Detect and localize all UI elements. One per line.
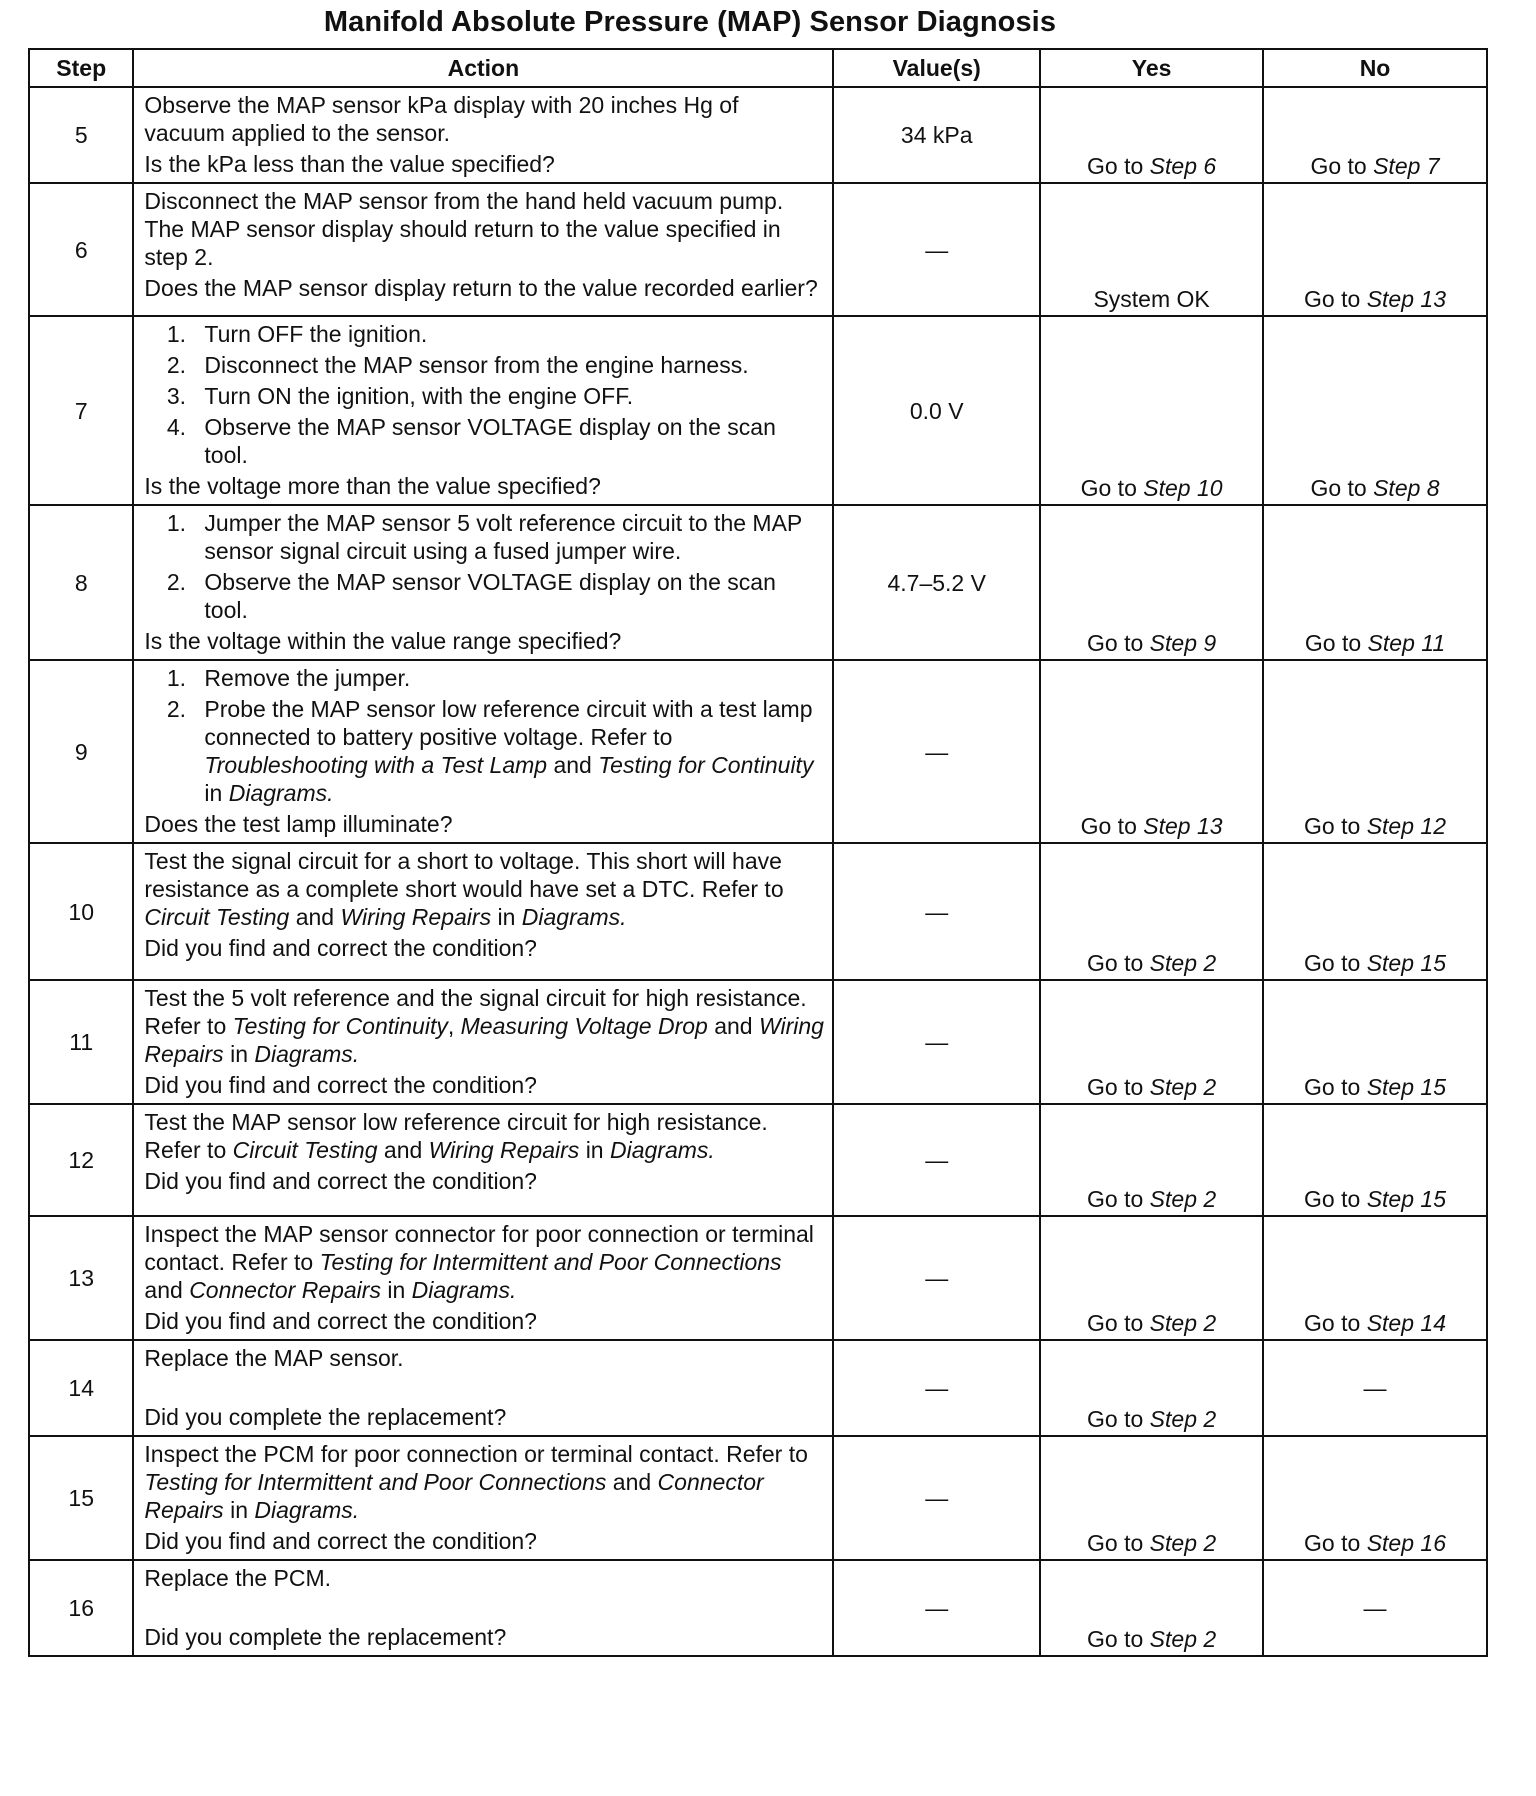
header-action: Action bbox=[133, 49, 833, 87]
action-question: Is the kPa less than the value specified? bbox=[144, 151, 555, 177]
no-cell bbox=[1263, 183, 1487, 316]
action-cell bbox=[133, 1560, 833, 1656]
action-cell bbox=[133, 316, 833, 505]
action-step-item: 1. Remove the jumper. bbox=[192, 664, 824, 692]
action-question: Is the voltage more than the value specified? bbox=[144, 473, 601, 499]
reference-link: Circuit Testing bbox=[232, 1137, 378, 1163]
value-cell: — bbox=[833, 1340, 1040, 1436]
header-values: Value(s) bbox=[833, 49, 1040, 87]
no-cell bbox=[1263, 1216, 1487, 1340]
table-row bbox=[29, 1216, 1487, 1340]
action-text: Replace the MAP sensor. bbox=[144, 1345, 404, 1371]
action-step-item: 3. Turn ON the ignition, with the engine OFF. bbox=[192, 382, 824, 410]
action-question: Did you find and correct the condition? bbox=[144, 1528, 537, 1554]
yes-cell bbox=[1040, 1560, 1263, 1656]
connector-word: in bbox=[497, 904, 516, 930]
yes-step-ref: Step 9 bbox=[1149, 630, 1217, 656]
reference-link: Wiring Repairs bbox=[144, 1013, 824, 1067]
connector-word: and bbox=[144, 1277, 183, 1303]
header-yes: Yes bbox=[1040, 49, 1263, 87]
no-cell bbox=[1263, 87, 1487, 183]
action-text-body: Inspect the MAP sensor connector for poor connection or terminal contact. Refer to bbox=[144, 1221, 814, 1275]
yes-cell bbox=[1040, 87, 1263, 183]
reference-link: Wiring Repairs bbox=[428, 1137, 580, 1163]
diagnosis-table bbox=[28, 48, 1488, 1657]
no-step-ref: Step 15 bbox=[1366, 1074, 1446, 1100]
reference-link: Wiring Repairs bbox=[340, 904, 492, 930]
goto-prefix: Go to bbox=[1087, 1530, 1144, 1556]
yes-step-ref: Step 2 bbox=[1149, 1186, 1217, 1212]
reference-link: Diagrams. bbox=[521, 904, 627, 930]
step-number: 13 bbox=[29, 1216, 133, 1340]
step-number: 9 bbox=[29, 660, 133, 843]
step-number: 12 bbox=[29, 1104, 133, 1216]
connector-word: in bbox=[387, 1277, 406, 1303]
goto-prefix: Go to bbox=[1087, 1074, 1144, 1100]
table-row bbox=[29, 87, 1487, 183]
action-step-item: 1. Jumper the MAP sensor 5 volt reference circuit to the MAP sensor signal circuit using a fused jumper wire. bbox=[192, 509, 824, 565]
no-step-ref: Step 13 bbox=[1366, 286, 1446, 312]
action-text-body: Inspect the PCM for poor connection or terminal contact. Refer to bbox=[144, 1441, 808, 1467]
no-step-ref: Step 11 bbox=[1367, 630, 1446, 656]
value-cell: — bbox=[833, 1560, 1040, 1656]
value-cell: — bbox=[833, 660, 1040, 843]
step-number: 15 bbox=[29, 1436, 133, 1560]
value-cell: 4.7–5.2 V bbox=[833, 505, 1040, 660]
no-cell bbox=[1263, 980, 1487, 1104]
yes-step-ref: Step 6 bbox=[1149, 153, 1217, 179]
reference-link: Connector Repairs bbox=[144, 1469, 764, 1523]
action-question: Is the voltage within the value range specified? bbox=[144, 628, 622, 654]
yes-cell bbox=[1040, 980, 1263, 1104]
action-text bbox=[144, 984, 824, 1068]
action-cell bbox=[133, 1104, 833, 1216]
goto-prefix: Go to bbox=[1087, 1186, 1144, 1212]
action-text bbox=[144, 1220, 824, 1304]
header-row bbox=[29, 49, 1487, 87]
table-row bbox=[29, 1560, 1487, 1656]
no-cell: — bbox=[1263, 1560, 1487, 1656]
action-step-item: 2. Observe the MAP sensor VOLTAGE display on the scan tool. bbox=[192, 568, 824, 624]
yes-cell bbox=[1040, 505, 1263, 660]
action-text-body: Test the MAP sensor low reference circuit for high resistance. Refer to bbox=[144, 1109, 768, 1163]
action-cell bbox=[133, 660, 833, 843]
goto-prefix: Go to bbox=[1304, 1530, 1361, 1556]
value-cell: — bbox=[833, 1104, 1040, 1216]
action-question: Did you find and correct the condition? bbox=[144, 1168, 537, 1194]
table-row bbox=[29, 1104, 1487, 1216]
no-cell bbox=[1263, 316, 1487, 505]
table-row bbox=[29, 316, 1487, 505]
goto-prefix: Go to bbox=[1087, 1626, 1144, 1652]
action-text: Observe the MAP sensor kPa display with 20 inches Hg of vacuum applied to the sensor. bbox=[144, 92, 739, 146]
action-text: Replace the PCM. bbox=[144, 1565, 332, 1591]
action-text bbox=[144, 1108, 824, 1164]
action-step-item: 4. Observe the MAP sensor VOLTAGE display on the scan tool. bbox=[192, 413, 824, 469]
yes-cell bbox=[1040, 1216, 1263, 1340]
reference-link: Diagrams. bbox=[411, 1277, 517, 1303]
goto-prefix: Go to bbox=[1310, 475, 1367, 501]
action-question: Did you complete the replacement? bbox=[144, 1624, 507, 1650]
spacer bbox=[144, 1372, 824, 1400]
table-row bbox=[29, 1436, 1487, 1560]
action-question: Did you find and correct the condition? bbox=[144, 1072, 537, 1098]
table-row bbox=[29, 505, 1487, 660]
connector-word: in bbox=[204, 780, 223, 806]
action-steps-list bbox=[144, 664, 824, 807]
action-step-item: 1. Turn OFF the ignition. bbox=[192, 320, 824, 348]
step-number: 11 bbox=[29, 980, 133, 1104]
action-text-body: Test the 5 volt reference and the signal circuit for high resistance. Refer to bbox=[144, 985, 807, 1039]
page-title: Manifold Absolute Pressure (MAP) Sensor Diagnosis bbox=[323, 6, 1057, 38]
table-row bbox=[29, 1340, 1487, 1436]
no-cell bbox=[1263, 660, 1487, 843]
spacer bbox=[144, 1592, 824, 1620]
goto-prefix: Go to bbox=[1087, 1310, 1144, 1336]
connector-word: in bbox=[585, 1137, 604, 1163]
action-question: Does the test lamp illuminate? bbox=[144, 811, 453, 837]
yes-cell bbox=[1040, 1340, 1263, 1436]
no-step-ref: Step 8 bbox=[1373, 475, 1440, 501]
goto-prefix: Go to bbox=[1080, 813, 1137, 839]
connector-word: and bbox=[714, 1013, 753, 1039]
no-cell bbox=[1263, 843, 1487, 980]
reference-link: Measuring Voltage Drop bbox=[460, 1013, 708, 1039]
goto-prefix: Go to bbox=[1304, 286, 1361, 312]
comma: , bbox=[447, 1013, 455, 1039]
action-steps-list bbox=[144, 509, 824, 624]
yes-step-ref: Step 13 bbox=[1143, 813, 1223, 839]
reference-link: Diagrams. bbox=[254, 1497, 360, 1523]
reference-link: Testing for Intermittent and Poor Connections bbox=[319, 1249, 782, 1275]
action-cell bbox=[133, 843, 833, 980]
header-step: Step bbox=[29, 49, 133, 87]
no-step-ref: Step 12 bbox=[1366, 813, 1446, 839]
connector-word: in bbox=[230, 1497, 248, 1523]
table-row bbox=[29, 843, 1487, 980]
step-number: 14 bbox=[29, 1340, 133, 1436]
reference-link: Testing for Continuity bbox=[598, 752, 814, 778]
no-cell bbox=[1263, 1104, 1487, 1216]
action-cell bbox=[133, 505, 833, 660]
action-step-item: 2. Disconnect the MAP sensor from the engine harness. bbox=[192, 351, 824, 379]
yes-cell bbox=[1040, 1436, 1263, 1560]
reference-link: Diagrams. bbox=[609, 1137, 715, 1163]
reference-link: Testing for Continuity bbox=[232, 1013, 448, 1039]
action-cell bbox=[133, 1340, 833, 1436]
action-cell bbox=[133, 87, 833, 183]
step-number: 5 bbox=[29, 87, 133, 183]
yes-cell bbox=[1040, 843, 1263, 980]
action-text-body: Test the signal circuit for a short to voltage. This short will have resistance as a complete short would have set a DTC. Refer to bbox=[144, 848, 784, 902]
action-question: Did you find and correct the condition? bbox=[144, 935, 537, 961]
connector-word: and bbox=[295, 904, 335, 930]
action-cell bbox=[133, 980, 833, 1104]
action-question: Does the MAP sensor display return to the value recorded earlier? bbox=[144, 275, 818, 301]
yes-cell bbox=[1040, 316, 1263, 505]
goto-prefix: Go to bbox=[1087, 950, 1144, 976]
reference-link: Diagrams. bbox=[254, 1041, 360, 1067]
action-cell bbox=[133, 1436, 833, 1560]
no-step-ref: Step 7 bbox=[1373, 153, 1440, 179]
value-cell: — bbox=[833, 843, 1040, 980]
action-cell bbox=[133, 1216, 833, 1340]
no-cell: — bbox=[1263, 1340, 1487, 1436]
step-number: 16 bbox=[29, 1560, 133, 1656]
no-cell bbox=[1263, 505, 1487, 660]
goto-prefix: Go to bbox=[1087, 1406, 1144, 1432]
action-cell bbox=[133, 183, 833, 316]
connector-word: and bbox=[383, 1137, 423, 1163]
value-cell: 0.0 V bbox=[833, 316, 1040, 505]
action-question: Did you complete the replacement? bbox=[144, 1404, 507, 1430]
yes-step-ref: Step 2 bbox=[1149, 1406, 1217, 1432]
step-number: 6 bbox=[29, 183, 133, 316]
yes-step-ref: Step 2 bbox=[1149, 1310, 1217, 1336]
connector-word: in bbox=[230, 1041, 248, 1067]
no-step-ref: Step 16 bbox=[1366, 1530, 1446, 1556]
goto-prefix: Go to bbox=[1310, 153, 1367, 179]
step-number: 10 bbox=[29, 843, 133, 980]
reference-link: Circuit Testing bbox=[144, 904, 290, 930]
yes-step-ref: Step 2 bbox=[1149, 1074, 1217, 1100]
goto-prefix: Go to bbox=[1304, 950, 1361, 976]
yes-cell: System OK bbox=[1040, 183, 1263, 316]
goto-prefix: Go to bbox=[1087, 153, 1144, 179]
action-step-item bbox=[192, 695, 824, 807]
action-text bbox=[144, 1440, 824, 1524]
reference-link: Connector Repairs bbox=[189, 1277, 381, 1303]
yes-cell bbox=[1040, 660, 1263, 843]
no-step-ref: Step 15 bbox=[1366, 950, 1446, 976]
step-number: 7 bbox=[29, 316, 133, 505]
action-steps-list bbox=[144, 320, 824, 469]
action-question: Did you find and correct the condition? bbox=[144, 1308, 537, 1334]
step-item-text: Probe the MAP sensor low reference circuit with a test lamp connected to battery positive voltage. Refer to bbox=[204, 696, 813, 750]
no-step-ref: Step 15 bbox=[1366, 1186, 1446, 1212]
no-cell bbox=[1263, 1436, 1487, 1560]
table-row bbox=[29, 660, 1487, 843]
goto-prefix: Go to bbox=[1304, 630, 1362, 656]
step-number: 8 bbox=[29, 505, 133, 660]
value-cell: — bbox=[833, 1436, 1040, 1560]
goto-prefix: Go to bbox=[1304, 1310, 1361, 1336]
goto-prefix: Go to bbox=[1304, 1186, 1361, 1212]
connector-word: and bbox=[553, 752, 592, 778]
connector-word: and bbox=[612, 1469, 652, 1495]
yes-cell bbox=[1040, 1104, 1263, 1216]
yes-step-ref: Step 10 bbox=[1143, 475, 1223, 501]
value-cell: — bbox=[833, 183, 1040, 316]
reference-link: Troubleshooting with a Test Lamp bbox=[204, 752, 548, 778]
goto-prefix: Go to bbox=[1080, 475, 1137, 501]
action-text bbox=[144, 847, 824, 931]
value-cell: — bbox=[833, 980, 1040, 1104]
yes-step-ref: Step 2 bbox=[1149, 950, 1217, 976]
table-row bbox=[29, 183, 1487, 316]
goto-prefix: Go to bbox=[1087, 630, 1144, 656]
no-step-ref: Step 14 bbox=[1366, 1310, 1446, 1336]
table-row bbox=[29, 980, 1487, 1104]
value-cell: — bbox=[833, 1216, 1040, 1340]
yes-step-ref: Step 2 bbox=[1149, 1530, 1217, 1556]
goto-prefix: Go to bbox=[1304, 1074, 1361, 1100]
reference-link: Testing for Intermittent and Poor Connections bbox=[144, 1469, 607, 1495]
yes-step-ref: Step 2 bbox=[1149, 1626, 1217, 1652]
value-cell: 34 kPa bbox=[833, 87, 1040, 183]
goto-prefix: Go to bbox=[1304, 813, 1361, 839]
header-no: No bbox=[1263, 49, 1487, 87]
action-text: Disconnect the MAP sensor from the hand held vacuum pump. The MAP sensor display should return to the value specified in step 2. bbox=[144, 188, 784, 270]
reference-link: Diagrams. bbox=[228, 780, 334, 806]
